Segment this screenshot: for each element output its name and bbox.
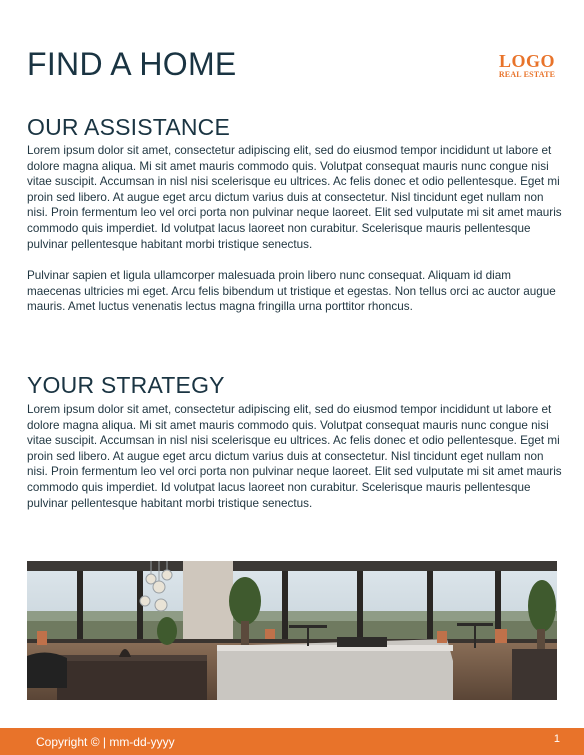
footer-page-number: 1: [553, 733, 560, 745]
office-interior-photo: [27, 561, 557, 700]
strategy-paragraph-1: Lorem ipsum dolor sit amet, consectetur adipiscing elit, sed do eiusmod tempor incididunt ut labore et dolore magna aliqua. Mi sit amet mauris commodo quis. Volutpat consequat mauris nunc congue nisi vitae suscipit. Accumsan in nisl nisi scelerisque eu ultrices. Ac felis donec et odio pellentesque. Eget mi proin sed libero. At augue eget arcu dictum varius duis at consectetur. Nisl tincidunt eget nullam non nisi. Proin fermentum leo vel orci porta non pulvinar neque laoreet. Elit sed vulputate mi sit amet mauris commodo quis imperdiet. Id volutpat lacus laoreet non curabitur. Scelerisque mauris pellentesque pulvinar pellentesque habitant morbi tristique senectus.: [27, 403, 562, 510]
assistance-paragraph-1: Lorem ipsum dolor sit amet, consectetur adipiscing elit, sed do eiusmod tempor incididunt ut labore et dolore magna aliqua. Mi sit amet mauris commodo quis. Volutpat consequat mauris nunc congue nisi vitae suscipit. Accumsan in nisl nisi scelerisque eu ultrices. Ac felis donec et odio pellentesque. Eget mi proin sed libero. At augue eget arcu dictum varius duis at consectetur. Nisl tincidunt eget nullam non nisi. Proin fermentum leo vel orci porta non pulvinar neque laoreet. Elit sed vulputate mi sit amet mauris commodo quis imperdiet. Id volutpat lacus laoreet non curabitur. Scelerisque mauris pellentesque pulvinar pellentesque habitant morbi tristique senectus.: [27, 144, 562, 251]
section-heading-assistance: OUR ASSISTANCE: [27, 114, 231, 140]
footer-copyright: Copyright © | mm-dd-yyyy: [36, 735, 175, 749]
page-footer: [0, 728, 584, 755]
section-heading-strategy: YOUR STRATEGY: [27, 372, 225, 398]
assistance-paragraph-2: Pulvinar sapien et ligula ullamcorper malesuada proin libero nunc consequat. Aliquam id diam maecenas ultricies mi eget. Arcu felis bibendum ut tristique et egestas. Non tellus orci ac auctor augue mauris. Amet luctus venenatis lectus magna fringilla urna porttitor rhoncus.: [27, 269, 556, 314]
logo-sub-text: REAL ESTATE: [498, 70, 556, 79]
page-title: FIND A HOME: [27, 46, 237, 82]
logo-main-text: LOGO: [498, 51, 555, 71]
real-estate-logo: [493, 52, 561, 79]
